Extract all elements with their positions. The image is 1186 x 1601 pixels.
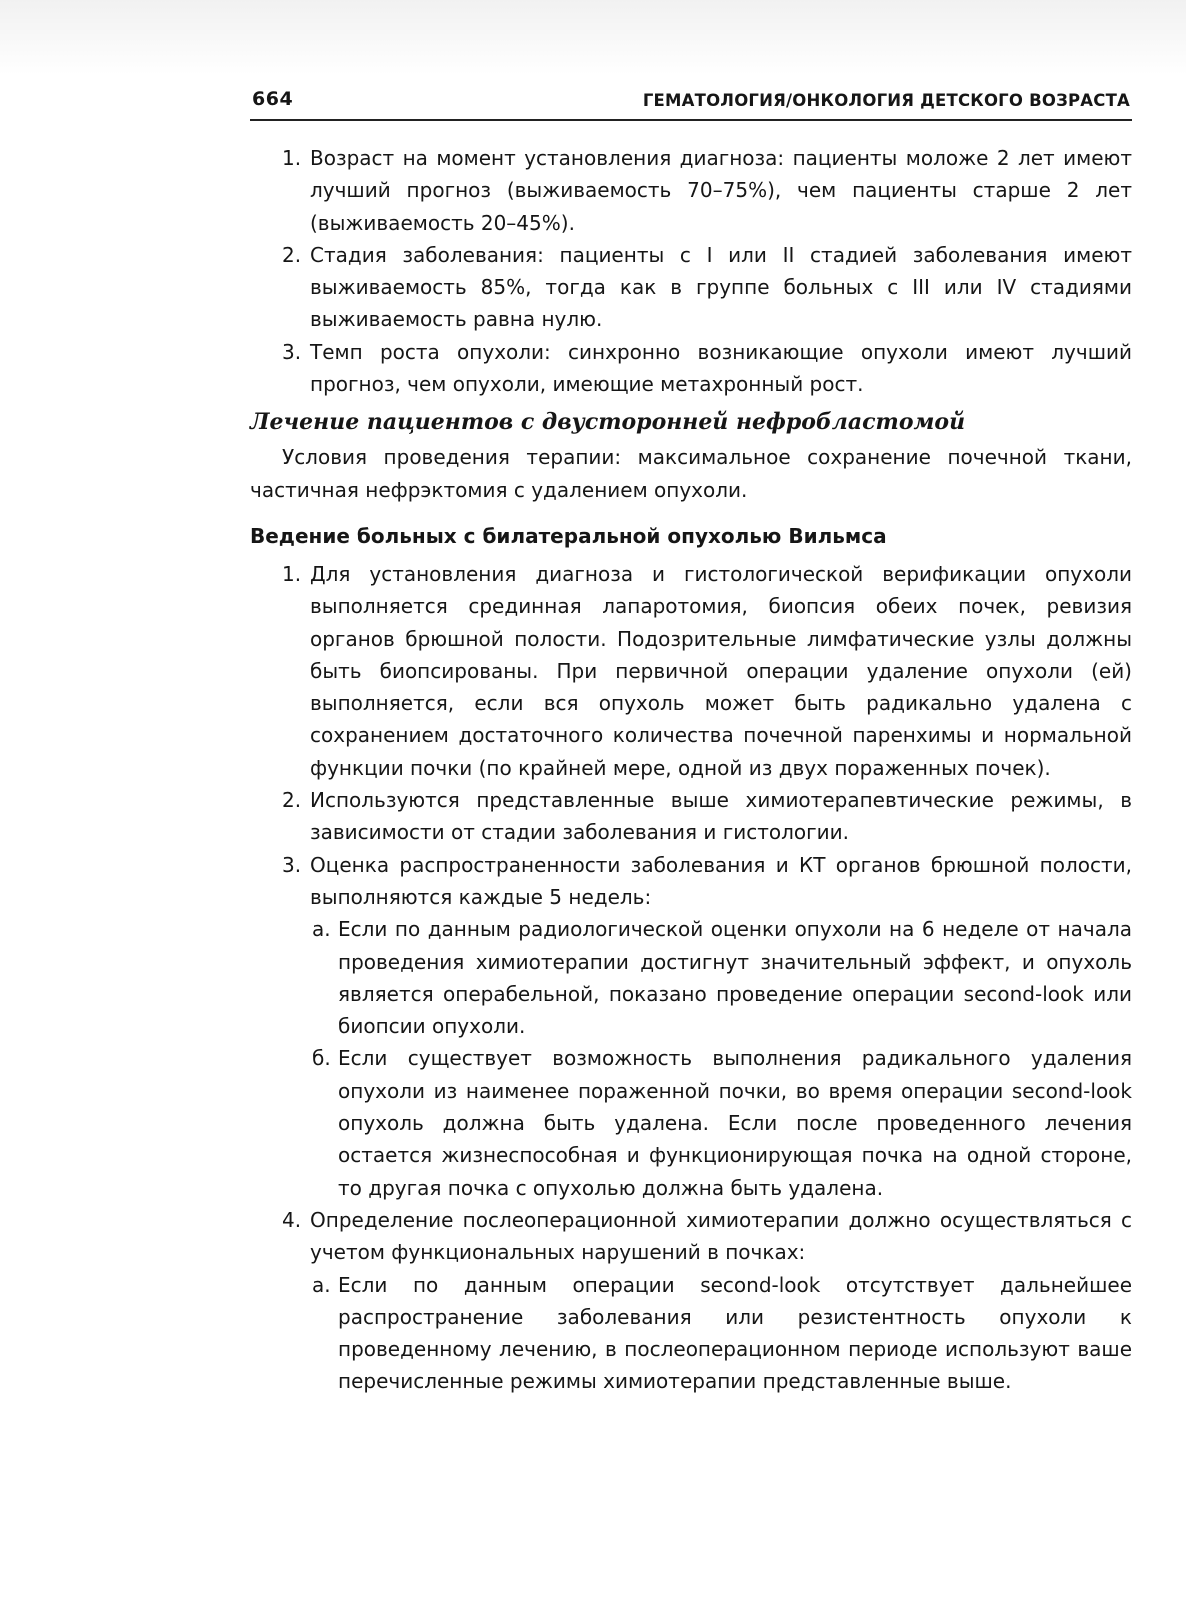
item-text: Возраст на момент установления диагноза: пациенты моложе 2 лет имеют лучший прогноз (выживаемость 70–75%), чем пациенты старше 2 лет (выживаемость 20–45%). bbox=[310, 146, 1132, 235]
list-item bbox=[250, 784, 1132, 849]
item-number: 2. bbox=[282, 788, 302, 813]
sub-item-text: Если существует возможность выполнения радикального удаления опухоли из наименее пораженной почки, во время операции second-look опухоль должна быть удалена. Если после проведенного лечения остается жизнеспособная и функционирующая почка на одной стороне, то другая почка с опухолью должна быть удалена. bbox=[338, 1046, 1132, 1200]
list-item bbox=[250, 142, 1132, 239]
item-number: 2. bbox=[282, 242, 302, 267]
page-number: 664 bbox=[252, 88, 294, 110]
management-section-title: Ведение больных с билатеральной опухолью Вильмса bbox=[250, 523, 887, 548]
list-item bbox=[250, 849, 1132, 1204]
item-number: 4. bbox=[282, 1207, 302, 1232]
item-text: Оценка распространенности заболевания и КТ органов брюшной полости, выполняются каждые 5 недель: bbox=[310, 852, 1132, 909]
sub-list-item bbox=[312, 1042, 1132, 1203]
item-text: Определение послеоперационной химиотерапии должно осуществляться с учетом функциональных нарушений в почках: bbox=[310, 1207, 1132, 1265]
sub-list-item bbox=[312, 1269, 1132, 1398]
list-item bbox=[250, 239, 1132, 336]
prognosis-factor-list bbox=[250, 142, 1132, 400]
item-text: Стадия заболевания: пациенты с I или II стадией заболевания имеют выживаемость 85%, тогда как в группе больных с III или IV стадиями выживаемость равна нулю. bbox=[310, 242, 1132, 332]
treatment-paragraph: Условия проведения терапии: максимальное сохранение почечной ткани, частичная нефрэктомия с удалением опухоли. bbox=[250, 445, 1132, 502]
item-number: 3. bbox=[282, 852, 302, 877]
item-text: Используются представленные выше химиотерапевтические режимы, в зависимости от стадии заболевания и гистологии. bbox=[310, 788, 1132, 845]
management-steps-list bbox=[250, 558, 1132, 1398]
treatment-section-title: Лечение пациентов с двусторонней нефробластомой bbox=[250, 409, 966, 436]
sub-item-text: Если по данным радиологической оценки опухоли на 6 неделе от начала проведения химиотерапии достигнут значительный эффект, и опухоль является операбельной, показано проведение операции second-look или биопсии опухоли. bbox=[338, 917, 1132, 1039]
list-item bbox=[250, 1204, 1132, 1398]
sub-list bbox=[310, 913, 1132, 1204]
sub-list-item bbox=[312, 913, 1132, 1042]
sub-item-letter: а. bbox=[312, 917, 331, 942]
sub-item-text: Если по данным операции second-look отсутствует дальнейшее распространение заболевания или резистентность опухоли к проведенному лечению, в послеоперационном периоде используют ваше перечисленные режимы химиотерапии представленные выше. bbox=[338, 1272, 1132, 1394]
item-number: 1. bbox=[282, 561, 302, 586]
item-text: Для установления диагноза и гистологической верификации опухоли выполняется срединная лапаротомия, биопсия обеих почек, ревизия органов брюшной полости. Подозрительные лимфатические узлы должны быть биопсированы. При первичной операции удаление опухоли (ей) выполняется, если вся опухоль может быть радикально удалена с сохранением достаточного количества почечной паренхимы и нормальной функции почки (по крайней мере, одной из двух пораженных почек). bbox=[310, 561, 1132, 780]
sub-list bbox=[310, 1269, 1132, 1398]
header-rule bbox=[250, 119, 1132, 121]
page-body bbox=[250, 142, 1132, 1398]
list-item bbox=[250, 558, 1132, 784]
item-number: 1. bbox=[282, 146, 302, 170]
scan-background-shade bbox=[0, 0, 1186, 75]
item-text: Темп роста опухоли: синхронно возникающие опухоли имеют лучший прогноз, чем опухоли, имеющие метахронный рост. bbox=[310, 339, 1132, 397]
sub-item-letter: а. bbox=[312, 1272, 331, 1297]
running-header-title: ГЕМАТОЛОГИЯ/ОНКОЛОГИЯ ДЕТСКОГО ВОЗРАСТА bbox=[642, 91, 1130, 110]
list-item bbox=[250, 336, 1132, 401]
sub-item-letter: б. bbox=[312, 1046, 331, 1071]
item-number: 3. bbox=[282, 339, 302, 364]
